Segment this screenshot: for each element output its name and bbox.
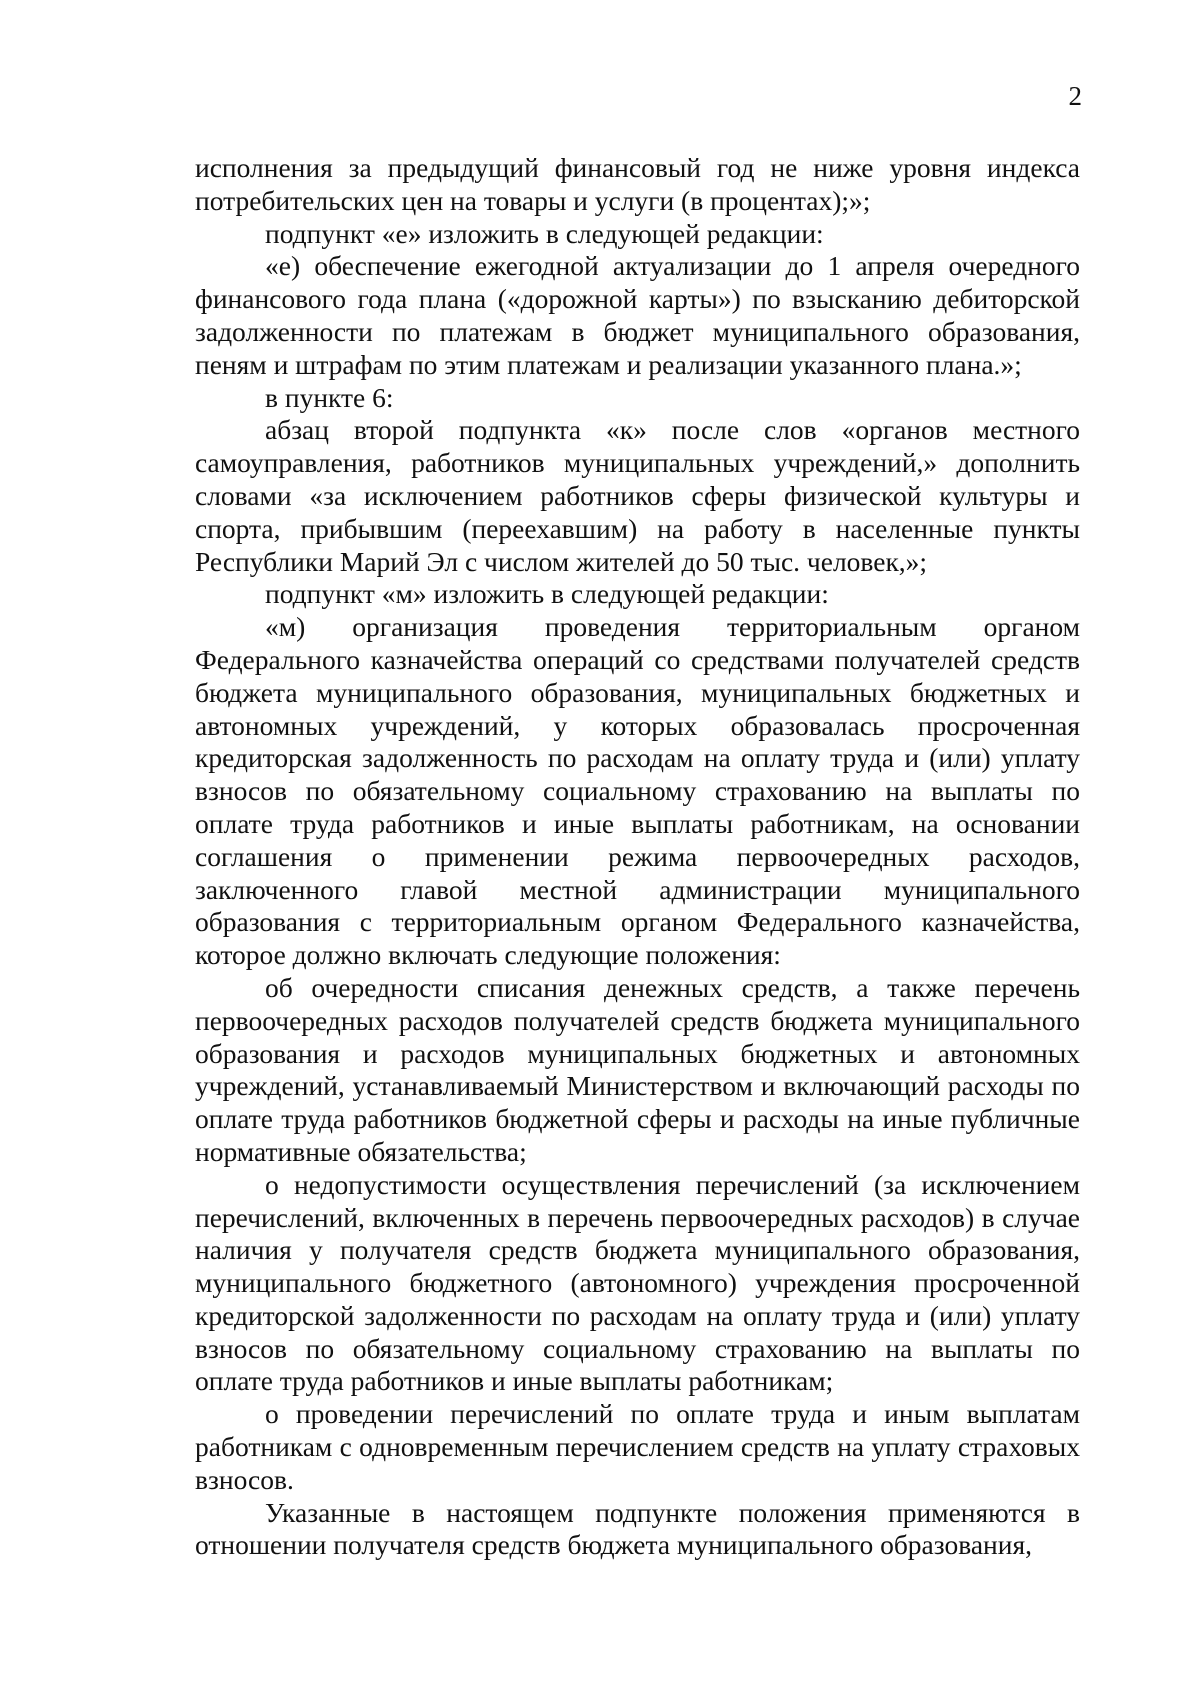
- paragraph: «м) организация проведения территориальным органом Федерального казначейства операций со средствами получателей средств бюджета муниципального образования, муниципальных бюджетных и автономных учреждений, у которых образовалась просроченная кредиторская задолженность по расходам на оплату труда и (или) уплату взносов по обязательному социальному страхованию на выплаты по оплате труда работников и иные выплаты работникам, на основании соглашения о применении режима первоочередных расходов, заключенного главой местной администрации муниципального образования с территориальным органом Федерального казначейства, которое должно включать следующие положения:: [195, 611, 1080, 971]
- paragraph: подпункт «м» изложить в следующей редакции:: [265, 578, 829, 610]
- paragraph: об очередности списания денежных средств, а также перечень первоочередных расходов получателей средств бюджета муниципального образования и расходов муниципальных бюджетных и автономных учреждений, устанавливаемый Министерством и включающий расходы по оплате труда работников бюджетной сферы и расходы на иные публичные нормативные обязательства;: [195, 971, 1080, 1167]
- paragraph: Указанные в настоящем подпункте положения применяются в отношении получателя средств бюджета муниципального образования,: [195, 1496, 1080, 1561]
- document-body: [195, 152, 1080, 1562]
- paragraph: «е) обеспечение ежегодной актуализации до 1 апреля очередного финансового года плана («дорожной карты») по взысканию дебиторской задолженности по платежам в бюджет муниципального образования, пеням и штрафам по этим платежам и реализации указанного плана.»;: [195, 250, 1080, 380]
- paragraph: о недопустимости осуществления перечислений (за исключением перечислений, включенных в перечень первоочередных расходов) в случае наличия у получателя средств бюджета муниципального образования, муниципального бюджетного (автономного) учреждения просроченной кредиторской задолженности по расходам на оплату труда и (или) уплату взносов по обязательному социальному страхованию на выплаты по оплате труда работников и иные выплаты работникам;: [195, 1168, 1080, 1397]
- paragraph: о проведении перечислений по оплате труда и иным выплатам работникам с одновременным перечислением средств на уплату страховых взносов.: [195, 1398, 1080, 1495]
- paragraph: подпункт «е» изложить в следующей редакции:: [265, 217, 824, 249]
- page-number: 2: [1068, 81, 1082, 111]
- paragraph: абзац второй подпункта «к» после слов «органов местного самоуправления, работников муниципальных учреждений,» дополнить словами «за исключением работников сферы физической культуры и спорта, прибывшим (переехавшим) на работу в населенные пункты Республики Марий Эл с числом жителей до 50 тыс. человек,»;: [195, 414, 1080, 577]
- paragraph: исполнения за предыдущий финансовый год не ниже уровня индекса потребительских цен на товары и услуги (в процентах);»;: [195, 152, 1080, 216]
- paragraph: в пункте 6:: [265, 381, 394, 413]
